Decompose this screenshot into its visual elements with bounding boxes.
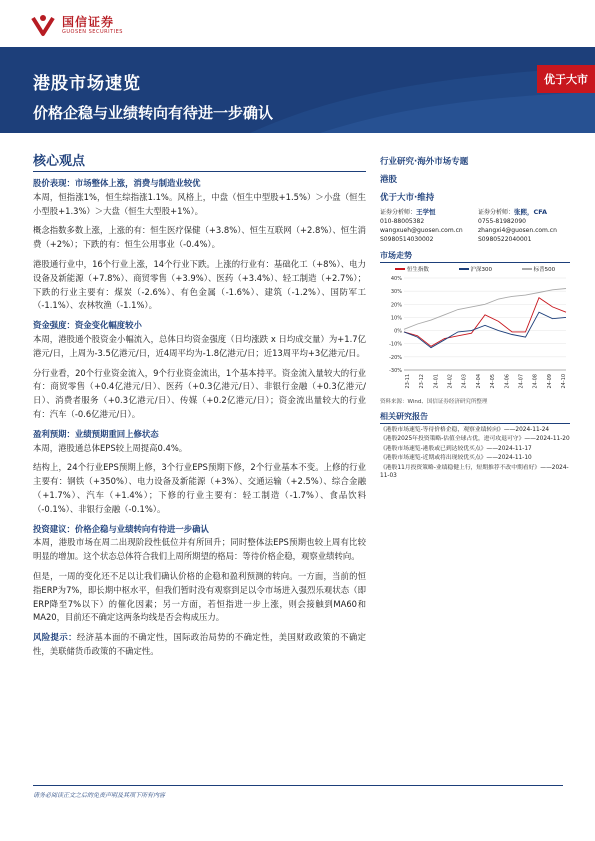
related-report-link[interactable]: 《港股市场速览-等待价格企稳，观察业绩转向》——2024-11-24 <box>380 427 550 433</box>
x-tick-label: 24-04 <box>475 374 482 389</box>
x-tick-label: 24-10 <box>561 374 567 389</box>
x-tick-label: 24-05 <box>490 374 497 389</box>
paragraph-advice: 投资建议：价格企稳与业绩转向有待进一步确认 本周，港股市场在周二出现阶段性低位并有所回升；同时整体法EPS预期也较上周有比较明显的增加。这个状态总体符合我们上周所期望的格局：等待价格企稳，观察业绩转向。 <box>33 523 366 562</box>
title-banner <box>0 47 595 133</box>
x-tick-label: 24-01 <box>433 374 440 389</box>
paragraph-analysis: 但是，一周的变化还不足以让我们确认价格的企稳和盈利预测的转向。一方面，当前的恒指ERP为7%，即长期中枢水平，但我们暂时没有观察到足以令市场进入强烈乐观状态（即ERP降至7%以下）的催化因素；另一方面，若恒指进一步上涨，则会接触到MA60和MA20，目前还不确定这两条均线是否会构成压力。 <box>33 570 366 623</box>
report-subtitle: 价格企稳与业绩转向有待进一步确认 <box>33 104 274 122</box>
y-tick-label: -10% <box>389 341 402 348</box>
x-tick-label: 23-11 <box>405 374 411 389</box>
brand-name: 国信证券 <box>62 15 115 29</box>
legend-item: 恒生指数 <box>395 265 429 273</box>
core-views <box>33 150 366 665</box>
related-report-link[interactable]: 《港股11月投资策略-业绩稳健上行，短期推荐不改中期看好》——2024-11-03 <box>380 464 569 480</box>
brand-logo <box>30 12 123 38</box>
analyst-card: 证券分析师：王学恒 010-88005382 wangxueh@guosen.com.cn S0980514030002 <box>380 208 463 243</box>
paragraph-fund-industry: 分行业看，20个行业资金流入，9个行业资金流出，1个基本持平。资金流入量较大的行业有：商贸零售（+0.4亿港元/日）、医药（+0.3亿港元/日）、非银行金融（+0.3亿港元/日）、消费者服务（+0.3亿港元/日）、传媒（+0.2亿港元/日）；资金流出量较大的行业有：汽车（-0.6亿港元/日）。 <box>33 367 366 419</box>
y-tick-label: 0% <box>394 328 402 335</box>
paragraph-eps-structure: 结构上，24个行业EPS预期上修，3个行业EPS预期下修，2个行业基本不变。上修的行业主要有：钢铁（+350%）、电力设备及新能源（+3%）、交通运输（+2.5%）、综合金融（+1.7%）、汽车（+1.4%）；下修的行业主要有：轻工制造（-1.7%）、食品饮料（-0.1%）、非银行金融（-0.1%）。 <box>33 462 366 514</box>
brand-name-en: GUOSEN SECURITIES <box>62 29 123 35</box>
legend-item: 沪深300 <box>459 265 493 273</box>
related-reports <box>380 426 570 480</box>
report-category: 行业研究·海外市场专题 <box>380 157 469 167</box>
related-report-link[interactable]: 《港股2025年投资策略-估值全球占优，进可攻退可守》——2024-11-20 <box>380 436 570 443</box>
paragraph-earnings: 盈利预期：业绩预期重回上修状态 本周，港股通总体EPS较上周提高0.4%。 <box>33 428 188 453</box>
analyst-card: 证券分析师：张熙，CFA 0755-81982090 zhangxi4@guosen.com.cn S0980522040001 <box>478 208 557 243</box>
section-title: 核心观点 <box>33 150 366 172</box>
x-tick-label: 24-06 <box>504 374 511 389</box>
x-tick-label: 24-08 <box>532 374 539 389</box>
x-tick-label: 24-07 <box>518 374 525 389</box>
y-tick-label: -20% <box>389 354 402 361</box>
chart-source: 资料来源：Wind、国信证券经济研究所整理 <box>380 399 488 405</box>
paragraph-risk: 风险提示：经济基本面的不确定性，国际政治局势的不确定性，美国财政政策的不确定性，美联储货币政策的不确定性。 <box>33 632 367 656</box>
y-tick-label: 40% <box>390 276 402 282</box>
chart-heading: 市场走势 <box>380 250 570 263</box>
chart-legend <box>380 265 570 273</box>
series-line <box>404 298 566 347</box>
rating-badge: 优于大市 <box>537 65 595 93</box>
y-tick-label: 20% <box>390 302 402 309</box>
related-heading: 相关研究报告 <box>380 411 570 424</box>
market-label: 港股 <box>380 175 398 185</box>
y-tick-label: 30% <box>390 289 402 296</box>
series-line <box>404 289 566 330</box>
paragraph-industry: 港股通行业中，16个行业上涨，14个行业下跌。上涨的行业有：基础化工（+8%）、电力设备及新能源（+7.8%）、商贸零售（+3.9%）、医药（+3.4%）、轻工制造（+2.7%）；下跌的行业主要有：煤炭（-2.6%）、有色金属（-1.6%）、建筑（-1.2%）、国防军工（-1.1%）、农林牧渔（-1.1%）。 <box>33 258 366 311</box>
chart-plot <box>380 274 570 396</box>
y-tick-label: -30% <box>389 368 402 374</box>
paragraph-concept: 概念指数多数上涨，上涨的有：恒生医疗保健（+3.8%）、恒生互联网（+2.8%）、恒生消费（+2%）；下跌的有：恒生公用事业（-0.4%）。 <box>33 225 366 250</box>
x-tick-label: 24-09 <box>546 374 553 389</box>
x-tick-label: 24-03 <box>461 374 468 389</box>
y-tick-label: 10% <box>390 315 402 322</box>
legend-item: 标普500 <box>522 265 556 273</box>
x-tick-label: 23-12 <box>419 374 426 389</box>
rating-line: 优于大市·维持 <box>380 193 435 203</box>
sidebar <box>380 155 570 481</box>
footer-disclaimer: 请务必阅读正文之后的免责声明及其项下所有内容 <box>33 792 166 799</box>
paragraph-fund: 资金强度：资金变化幅度较小 本周，港股通个股资金小幅流入，总体日均资金强度（日均涨跌 x 日均成交量）为+1.7亿港元/日，上周为-3.5亿港元/日，近4周平均为-1.8亿港元/日；近13周平均+3亿港元/日。 <box>33 320 366 358</box>
x-tick-label: 24-02 <box>447 374 454 389</box>
guosen-logo-icon <box>30 12 56 38</box>
related-report-link[interactable]: 《港股市场速览-近期或将出现较优买点》——2024-11-10 <box>380 455 532 462</box>
analyst-list <box>380 208 570 244</box>
footer-divider <box>33 785 563 786</box>
paragraph-price: 股价表现：市场整体上涨，消费与制造业较优 本周，恒指涨1%，恒生综指涨1.1%。风格上，中盘（恒生中型股+1.5%）＞小盘（恒生小型股+1.3%）＞大盘（恒生大型股+1%）。 <box>33 178 366 216</box>
report-title: 港股市场速览 <box>33 74 141 94</box>
market-trend-chart <box>380 265 570 395</box>
related-report-link[interactable]: 《港股市场速览-港股或已到达较优买点》——2024-11-17 <box>380 445 532 452</box>
